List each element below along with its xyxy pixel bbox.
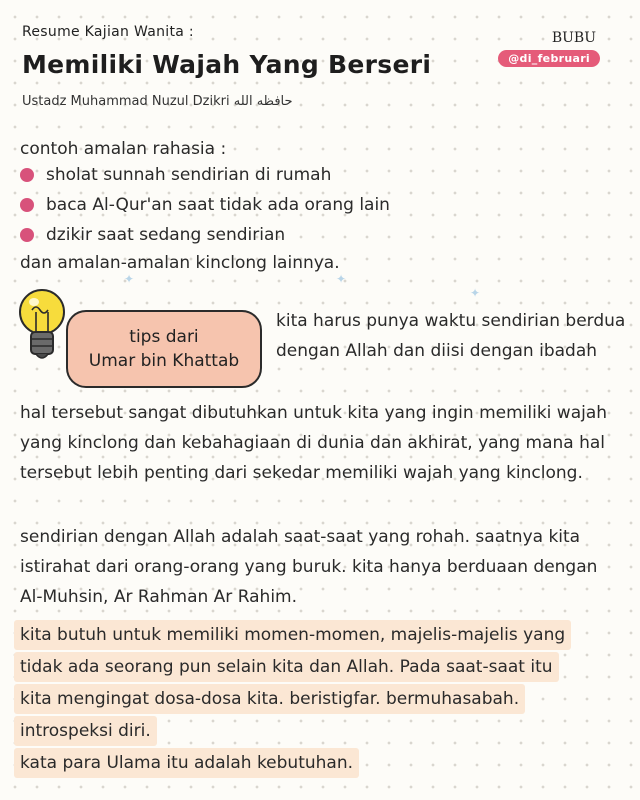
tips-label-box xyxy=(66,310,262,388)
bullet-text: dzikir saat sedang sendirian xyxy=(46,225,286,245)
sparkle-icon: ✦ xyxy=(470,286,481,300)
bullet-list xyxy=(20,160,390,250)
intro-text: contoh amalan rahasia : xyxy=(20,139,227,159)
tips-text: kita harus punya waktu sendirian berdua dengan Allah dan diisi dengan ibadah xyxy=(276,311,626,361)
list-item xyxy=(20,160,390,190)
tips-label-line2: Umar bin Khattab xyxy=(88,351,240,371)
list-item xyxy=(20,220,390,250)
paragraph-2: sendirian dengan Allah adalah saat-saat yang rohah. saatnya kita istirahat dari orang-orang yang buruk. kita hanya berduaan dengan Al-Muhsin, Ar Rahman Ar Rahim. xyxy=(20,527,598,607)
handle-badge: @di_februari xyxy=(498,50,600,67)
paragraph-1: hal tersebut sangat dibutuhkan untuk kita yang ingin memiliki wajah yang kinclong dan kebahagiaan di dunia dan akhirat, yang mana hal tersebut lebih penting dari sekedar memiliki wajah yang kinclong. xyxy=(20,403,608,483)
sparkle-icon: ✦ xyxy=(124,272,135,286)
highlight-line: introspeksi diri. xyxy=(14,716,157,746)
bullet-text: baca Al-Qur'an saat tidak ada orang lain xyxy=(46,195,390,215)
outro-text: dan amalan-amalan kinclong lainnya. xyxy=(20,253,340,273)
page-title: Memiliki Wajah Yang Berseri xyxy=(22,50,432,79)
bullet-dot-icon xyxy=(20,168,34,182)
highlight-line: kita mengingat dosa-dosa kita. beristigfar. bermuhasabah. xyxy=(14,684,525,714)
highlight-line: kata para Ulama itu adalah kebutuhan. xyxy=(14,748,359,778)
list-item xyxy=(20,190,390,220)
kicker-text: Resume Kajian Wanita : xyxy=(22,24,194,40)
bullet-text: sholat sunnah sendirian di rumah xyxy=(46,165,332,185)
bullet-dot-icon xyxy=(20,198,34,212)
highlight-line: kita butuh untuk memiliki momen-momen, majelis-majelis yang xyxy=(14,620,571,650)
highlighted-paragraph xyxy=(14,620,630,780)
lightbulb-icon xyxy=(10,284,74,374)
highlight-line: tidak ada seorang pun selain kita dan Allah. Pada saat-saat itu xyxy=(14,652,559,682)
author-text: Ustadz Muhammad Nuzul Dzikri حافظه الله xyxy=(22,94,293,109)
bullet-dot-icon xyxy=(20,228,34,242)
tips-label-line1: tips dari xyxy=(129,327,199,347)
sparkle-icon: ✦ xyxy=(336,272,347,286)
brand-name: BUBU xyxy=(551,30,596,46)
